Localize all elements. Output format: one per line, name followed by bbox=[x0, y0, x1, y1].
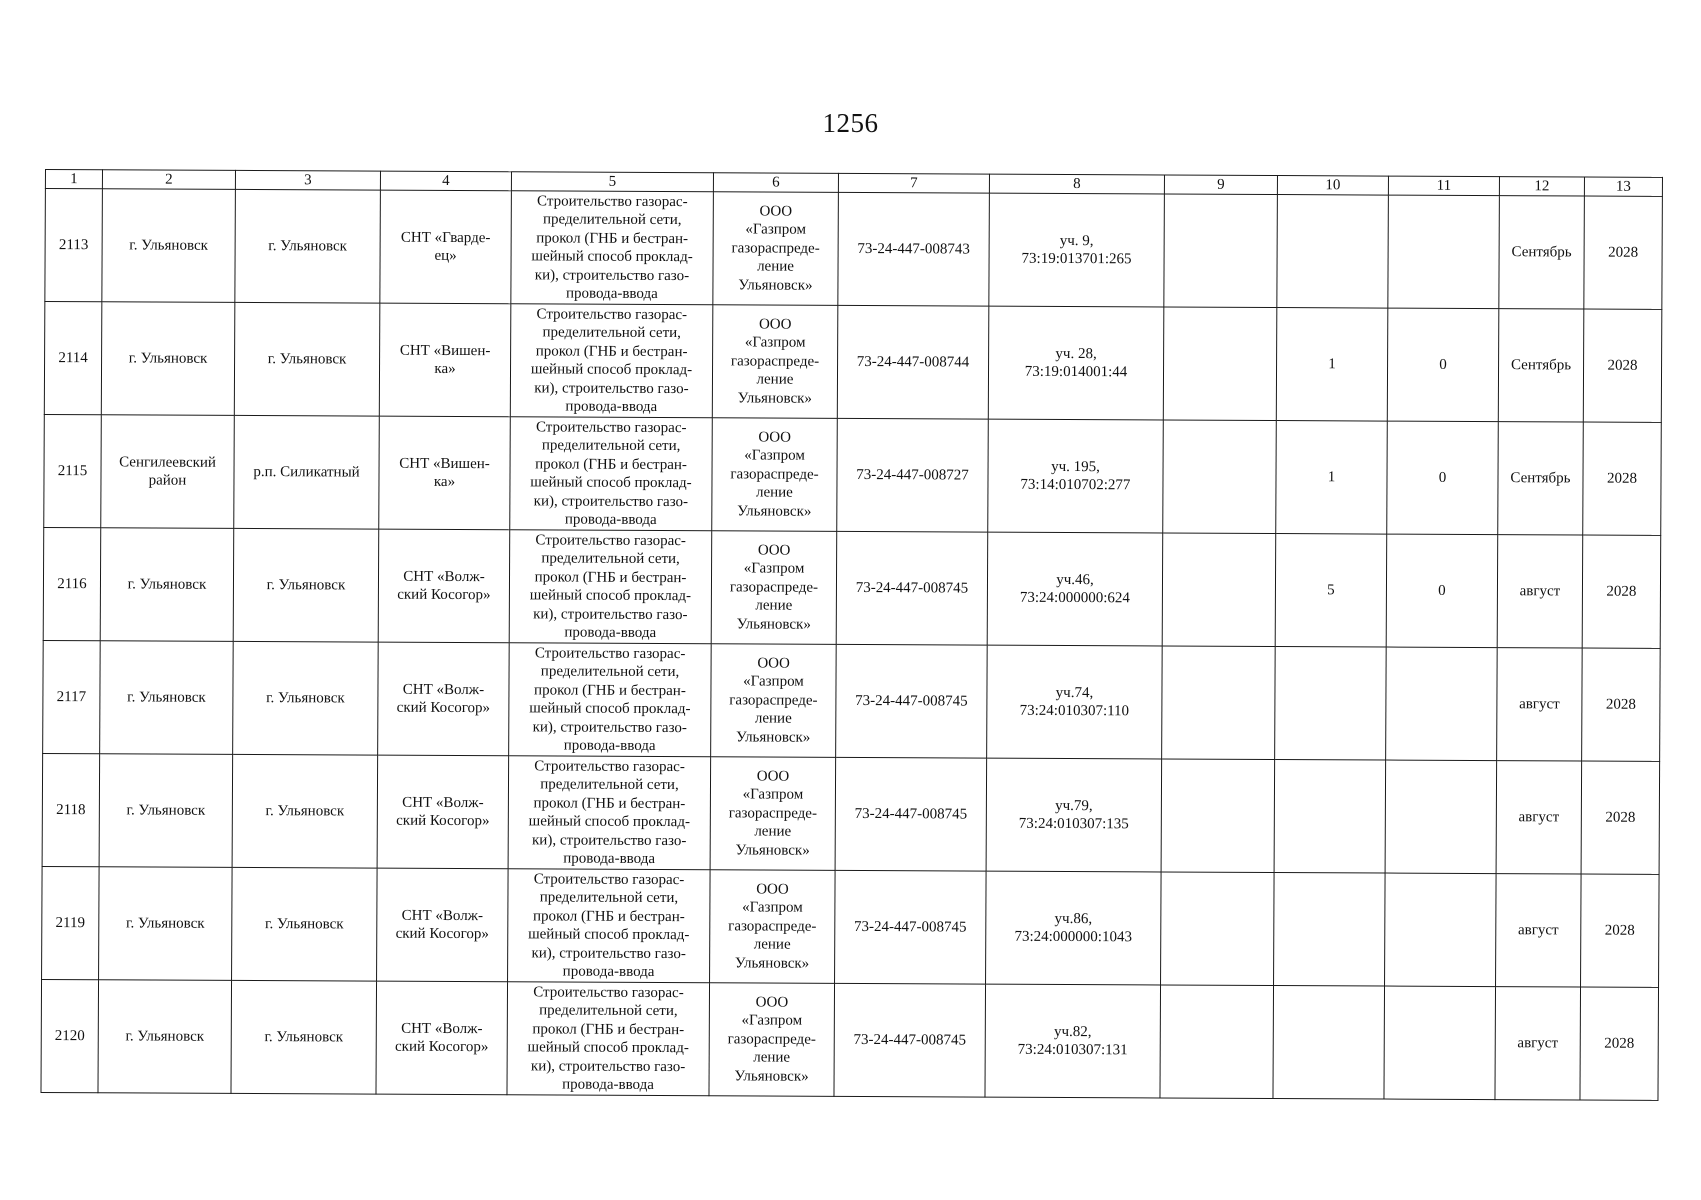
locality-cell: г. Ульяновск bbox=[233, 528, 379, 642]
year-cell: 2028 bbox=[1581, 874, 1660, 987]
work-description-cell-line: пределительной сети, bbox=[540, 663, 680, 681]
work-description-cell-line: ки), строительство газо- bbox=[532, 831, 687, 849]
work-description-cell-line: пределительной сети, bbox=[541, 550, 680, 568]
object-cell-line: СНТ «Волж- bbox=[401, 907, 484, 924]
column-10-cell bbox=[1274, 873, 1386, 987]
work-description-cell-line: пределительной сети, bbox=[539, 1002, 678, 1020]
column-header-13: 13 bbox=[1584, 177, 1662, 196]
code-cell: 73-24-447-008727 bbox=[837, 418, 989, 532]
row-number: 2117 bbox=[43, 640, 101, 753]
object-cell-line: СНТ «Волж- bbox=[402, 681, 485, 698]
work-description-cell-line: Строительство газорас- bbox=[535, 531, 686, 549]
organization-cell-line: Ульяновск» bbox=[735, 842, 810, 859]
work-description-cell bbox=[509, 530, 712, 644]
column-9-cell bbox=[1163, 307, 1277, 421]
work-description-cell-line: ки), строительство газо- bbox=[532, 718, 687, 736]
work-description-cell-line: провода-ввода bbox=[565, 285, 658, 302]
organization-cell-line: газораспреде- bbox=[730, 466, 819, 483]
plot-cell-line: уч. 28, bbox=[1055, 345, 1097, 362]
organization-cell-line: ООО bbox=[759, 203, 793, 220]
month-cell: август bbox=[1496, 874, 1582, 987]
plot-cell-line: уч.46, bbox=[1056, 571, 1094, 588]
year-cell: 2028 bbox=[1582, 648, 1661, 761]
work-description-cell bbox=[510, 304, 713, 418]
column-10-cell: 5 bbox=[1275, 534, 1387, 648]
district-cell: г. Ульяновск bbox=[102, 189, 236, 303]
column-11-cell bbox=[1388, 195, 1500, 309]
plot-cell bbox=[985, 984, 1161, 1098]
object-cell-line: СНТ «Вишен- bbox=[399, 342, 491, 359]
work-description-cell-line: провода-ввода bbox=[564, 624, 657, 641]
object-cell-line: ский Косогор» bbox=[395, 1038, 489, 1056]
organization-cell-line: «Газпром bbox=[745, 221, 807, 238]
organization-cell-line: ООО bbox=[756, 881, 789, 898]
column-header-4: 4 bbox=[380, 171, 511, 191]
object-cell-line: ка» bbox=[433, 473, 456, 491]
work-description-cell-line: ки), строительство газо- bbox=[533, 605, 688, 623]
column-header-2: 2 bbox=[102, 170, 235, 190]
column-9-cell bbox=[1163, 420, 1277, 534]
work-description-cell bbox=[511, 191, 714, 305]
table-row bbox=[42, 866, 1660, 987]
object-cell bbox=[380, 190, 512, 304]
object-cell bbox=[378, 642, 510, 756]
row-number: 2118 bbox=[42, 753, 100, 866]
work-description-cell-line: прокол (ГНБ и бестран- bbox=[534, 568, 687, 586]
organization-cell bbox=[713, 192, 839, 306]
year-cell: 2028 bbox=[1584, 196, 1663, 309]
plot-cell-line: 73:24:000000:1043 bbox=[1014, 928, 1133, 946]
object-cell-line: СНТ «Гварде- bbox=[400, 229, 491, 246]
plot-cell-line: 73:24:000000:624 bbox=[1019, 589, 1130, 607]
work-description-cell-line: шейный способ проклад- bbox=[529, 700, 691, 718]
plot-cell-line: уч.74, bbox=[1055, 684, 1094, 701]
work-description-cell-line: ки), строительство газо- bbox=[531, 944, 686, 962]
organization-cell-line: газораспреде- bbox=[729, 692, 818, 709]
work-description-cell-line: пределительной сети, bbox=[542, 211, 682, 229]
plot-cell bbox=[986, 758, 1162, 872]
district-cell-line: Сенгилеевский bbox=[119, 453, 217, 471]
organization-cell-line: Ульяновск» bbox=[737, 390, 812, 407]
work-description-cell bbox=[509, 643, 712, 757]
work-description-cell-line: провода-ввода bbox=[563, 737, 656, 754]
code-cell: 73-24-447-008745 bbox=[836, 644, 988, 758]
month-cell: август bbox=[1497, 535, 1583, 648]
column-9-cell bbox=[1161, 872, 1275, 986]
year-cell: 2028 bbox=[1583, 422, 1662, 535]
organization-cell-line: газораспреде- bbox=[728, 805, 818, 822]
column-10-cell bbox=[1277, 195, 1389, 309]
plot-cell-line: уч.79, bbox=[1055, 797, 1093, 814]
work-description-cell-line: прокол (ГНБ и бестран- bbox=[532, 1020, 685, 1038]
district-cell: г. Ульяновск bbox=[99, 754, 233, 868]
plot-cell bbox=[988, 419, 1164, 533]
organization-cell-line: ление bbox=[757, 258, 794, 275]
plot-cell bbox=[988, 306, 1164, 420]
table-row bbox=[41, 979, 1659, 1100]
plot-cell-line: 73:14:010702:277 bbox=[1020, 476, 1131, 494]
organization-cell-line: ление bbox=[755, 597, 793, 614]
organization-cell-line: газораспреде- bbox=[727, 1031, 816, 1048]
column-header-12: 12 bbox=[1499, 177, 1584, 196]
column-11-cell: 0 bbox=[1386, 534, 1498, 648]
object-cell bbox=[378, 529, 510, 643]
work-description-cell-line: ки), строительство газо- bbox=[534, 266, 690, 284]
work-description-cell bbox=[508, 756, 711, 870]
organization-cell-line: «Газпром bbox=[741, 1012, 803, 1029]
work-description-cell-line: Строительство газорас- bbox=[534, 757, 685, 775]
work-description-cell bbox=[507, 982, 710, 1096]
organization-cell-line: газораспреде- bbox=[731, 240, 820, 257]
month-cell: август bbox=[1496, 761, 1582, 874]
organization-cell-line: «Газпром bbox=[743, 673, 804, 690]
work-description-cell-line: пределительной сети, bbox=[540, 776, 679, 794]
district-cell: г. Ульяновск bbox=[99, 867, 233, 981]
organization-cell-line: газораспреде- bbox=[729, 579, 819, 596]
row-number: 2116 bbox=[43, 527, 101, 640]
code-cell: 73-24-447-008745 bbox=[834, 983, 986, 1097]
organization-cell-line: ООО bbox=[756, 768, 790, 785]
organization-cell-line: газораспреде- bbox=[728, 918, 817, 935]
plot-cell-line: уч.86, bbox=[1054, 910, 1093, 927]
table-row bbox=[43, 527, 1661, 648]
district-cell bbox=[101, 415, 235, 529]
organization-cell-line: «Газпром bbox=[744, 447, 805, 464]
locality-cell: г. Ульяновск bbox=[232, 867, 378, 981]
work-description-cell-line: Строительство газорас- bbox=[534, 644, 686, 662]
organization-cell bbox=[710, 757, 836, 871]
work-description-cell-line: пределительной сети, bbox=[542, 324, 681, 342]
organization-cell bbox=[710, 870, 836, 984]
organization-cell bbox=[712, 418, 838, 532]
work-description-cell-line: ки), строительство газо- bbox=[533, 492, 689, 510]
district-cell: г. Ульяновск bbox=[101, 302, 235, 416]
work-description-cell-line: шейный способ проклад- bbox=[530, 361, 693, 379]
object-cell-line: ский Косогор» bbox=[397, 586, 491, 604]
column-header-5: 5 bbox=[511, 172, 713, 192]
month-cell: август bbox=[1497, 648, 1583, 761]
work-description-cell-line: пределительной сети, bbox=[541, 437, 681, 455]
column-header-9: 9 bbox=[1164, 175, 1277, 195]
work-description-cell-line: шейный способ проклад- bbox=[528, 813, 691, 831]
object-cell bbox=[379, 303, 511, 417]
organization-cell-line: ление bbox=[753, 1049, 791, 1066]
plot-cell-line: уч. 195, bbox=[1051, 458, 1100, 475]
month-cell: август bbox=[1495, 987, 1581, 1100]
organization-cell bbox=[711, 644, 837, 758]
object-cell-line: СНТ «Волж- bbox=[403, 568, 485, 585]
table-body bbox=[41, 189, 1662, 1101]
district-cell: г. Ульяновск bbox=[98, 980, 232, 1094]
row-number: 2120 bbox=[41, 979, 99, 1092]
column-header-10: 10 bbox=[1277, 176, 1388, 196]
code-cell: 73-24-447-008744 bbox=[837, 305, 989, 419]
column-10-cell bbox=[1273, 986, 1385, 1100]
column-11-cell bbox=[1384, 986, 1496, 1100]
plot-cell-line: 73:19:014001:44 bbox=[1024, 363, 1128, 381]
month-cell: Сентябрь bbox=[1498, 309, 1584, 422]
organization-cell-line: Ульяновск» bbox=[735, 955, 810, 972]
organization-cell-line: ООО bbox=[758, 429, 791, 446]
object-cell-line: СНТ «Волж- bbox=[401, 1020, 483, 1037]
object-cell bbox=[377, 755, 509, 869]
object-cell-line: СНТ «Вишен- bbox=[399, 455, 490, 472]
column-10-cell bbox=[1275, 647, 1387, 761]
work-description-cell-line: провода-ввода bbox=[562, 963, 655, 980]
work-description-cell-line: Строительство газорас- bbox=[536, 305, 688, 323]
object-cell-line: ский Косогор» bbox=[396, 699, 491, 717]
work-description-cell-line: прокол (ГНБ и бестран- bbox=[532, 907, 685, 925]
organization-cell-line: ление bbox=[755, 484, 793, 501]
district-cell: г. Ульяновск bbox=[100, 641, 234, 755]
work-description-cell-line: прокол (ГНБ и бестран- bbox=[536, 229, 689, 247]
organization-cell-line: «Газпром bbox=[744, 334, 806, 351]
work-description-cell-line: Строительство газорас- bbox=[533, 870, 685, 888]
work-description-cell bbox=[510, 417, 713, 531]
organization-cell bbox=[711, 531, 837, 645]
row-number: 2113 bbox=[45, 189, 103, 302]
work-description-cell-line: прокол (ГНБ и бестран- bbox=[533, 794, 686, 812]
organization-cell bbox=[709, 983, 835, 1097]
column-header-11: 11 bbox=[1388, 176, 1499, 196]
work-description-cell-line: шейный способ проклад- bbox=[531, 248, 693, 266]
table-row bbox=[44, 414, 1662, 535]
organization-cell-line: Ульяновск» bbox=[736, 616, 811, 633]
work-description-cell-line: Строительство газорас- bbox=[537, 192, 688, 210]
table-row bbox=[44, 302, 1662, 423]
organization-cell-line: «Газпром bbox=[742, 786, 804, 803]
object-cell-line: ский Косогор» bbox=[395, 925, 489, 943]
work-description-cell-line: провода-ввода bbox=[562, 1076, 654, 1093]
code-cell: 73-24-447-008743 bbox=[838, 192, 990, 306]
column-9-cell bbox=[1164, 194, 1278, 308]
locality-cell: г. Ульяновск bbox=[231, 980, 377, 1094]
column-9-cell bbox=[1162, 533, 1276, 647]
work-description-cell-line: ки), строительство газо- bbox=[530, 1057, 686, 1075]
plot-cell-line: уч. 9, bbox=[1059, 232, 1094, 249]
row-number: 2114 bbox=[44, 302, 102, 415]
organization-cell-line: ление bbox=[754, 823, 792, 840]
district-cell-line: район bbox=[148, 472, 187, 489]
organization-cell-line: «Газпром bbox=[743, 560, 805, 577]
work-description-cell-line: прокол (ГНБ и бестран- bbox=[535, 342, 688, 360]
work-description-cell-line: провода-ввода bbox=[563, 850, 656, 867]
column-10-cell bbox=[1274, 760, 1386, 874]
column-header-1: 1 bbox=[45, 170, 102, 189]
organization-cell bbox=[712, 305, 838, 419]
organization-cell-line: ООО bbox=[757, 542, 791, 559]
plot-cell bbox=[989, 193, 1165, 307]
plot-cell-line: 73:24:010307:135 bbox=[1018, 815, 1129, 833]
plot-cell bbox=[987, 532, 1163, 646]
object-cell-line: ка» bbox=[434, 360, 456, 378]
year-cell: 2028 bbox=[1583, 309, 1662, 422]
district-cell: г. Ульяновск bbox=[100, 528, 234, 642]
column-header-6: 6 bbox=[713, 173, 838, 193]
work-description-cell-line: пределительной сети, bbox=[539, 889, 679, 907]
work-description-cell-line: ки), строительство газо- bbox=[534, 379, 689, 397]
work-description-cell-line: Строительство газорас- bbox=[535, 418, 687, 436]
column-11-cell bbox=[1386, 647, 1498, 761]
object-cell-line: СНТ «Волж- bbox=[402, 794, 484, 811]
work-description-cell-line: шейный способ проклад- bbox=[528, 926, 690, 944]
organization-cell-line: газораспреде- bbox=[730, 353, 820, 370]
locality-cell: г. Ульяновск bbox=[233, 641, 379, 755]
column-10-cell: 1 bbox=[1276, 308, 1388, 422]
code-cell: 73-24-447-008745 bbox=[836, 531, 988, 645]
object-cell bbox=[377, 868, 509, 982]
locality-cell: г. Ульяновск bbox=[235, 189, 381, 303]
column-header-3: 3 bbox=[235, 170, 380, 190]
column-9-cell bbox=[1162, 646, 1276, 760]
year-cell: 2028 bbox=[1581, 761, 1660, 874]
work-description-cell-line: провода-ввода bbox=[565, 398, 658, 415]
register-table bbox=[40, 169, 1662, 1101]
plot-cell-line: уч.82, bbox=[1053, 1023, 1092, 1040]
column-9-cell bbox=[1161, 759, 1275, 873]
organization-cell-line: Ульяновск» bbox=[738, 277, 813, 294]
month-cell: Сентябрь bbox=[1499, 196, 1585, 309]
plot-cell bbox=[986, 871, 1162, 985]
work-description-cell-line: прокол (ГНБ и бестран- bbox=[534, 681, 686, 699]
locality-cell: г. Ульяновск bbox=[232, 754, 378, 868]
table-row bbox=[42, 753, 1660, 874]
table-row bbox=[45, 189, 1663, 310]
column-11-cell: 0 bbox=[1387, 308, 1499, 422]
year-cell: 2028 bbox=[1582, 535, 1661, 648]
work-description-cell-line: прокол (ГНБ и бестран- bbox=[535, 455, 687, 473]
column-11-cell bbox=[1385, 760, 1497, 874]
month-cell: Сентябрь bbox=[1498, 422, 1584, 535]
work-description-cell bbox=[508, 869, 711, 983]
plot-cell-line: 73:24:010307:110 bbox=[1019, 702, 1130, 720]
plot-cell-line: 73:24:010307:131 bbox=[1017, 1041, 1128, 1059]
object-cell bbox=[379, 416, 511, 530]
organization-cell-line: ление bbox=[754, 710, 792, 727]
work-description-cell-line: шейный способ проклад- bbox=[530, 474, 692, 492]
organization-cell-line: «Газпром bbox=[742, 899, 803, 916]
organization-cell-line: Ульяновск» bbox=[736, 729, 811, 746]
column-header-7: 7 bbox=[838, 173, 989, 193]
organization-cell-line: Ульяновск» bbox=[734, 1068, 809, 1085]
column-10-cell: 1 bbox=[1276, 421, 1388, 535]
year-cell: 2028 bbox=[1580, 987, 1659, 1100]
column-11-cell: 0 bbox=[1387, 421, 1499, 535]
code-cell: 73-24-447-008745 bbox=[835, 870, 987, 984]
object-cell-line: ский Косогор» bbox=[396, 812, 490, 830]
column-header-8: 8 bbox=[989, 174, 1164, 194]
organization-cell-line: ООО bbox=[757, 655, 790, 672]
object-cell-line: ец» bbox=[434, 247, 457, 265]
work-description-cell-line: шейный способ проклад- bbox=[527, 1039, 689, 1057]
locality-cell: г. Ульяновск bbox=[234, 302, 380, 416]
row-number: 2119 bbox=[42, 866, 100, 979]
organization-cell-line: ление bbox=[753, 936, 791, 953]
organization-cell-line: ООО bbox=[755, 994, 789, 1011]
column-11-cell bbox=[1385, 873, 1497, 987]
row-number: 2115 bbox=[44, 414, 102, 527]
table-row bbox=[43, 640, 1661, 761]
plot-cell-line: 73:19:013701:265 bbox=[1021, 250, 1132, 268]
code-cell: 73-24-447-008745 bbox=[835, 757, 987, 871]
page-number: 1256 bbox=[822, 108, 879, 138]
organization-cell-line: ление bbox=[756, 371, 794, 388]
organization-cell-line: Ульяновск» bbox=[737, 503, 812, 520]
work-description-cell-line: шейный способ проклад- bbox=[529, 587, 692, 605]
locality-cell: р.п. Силикатный bbox=[234, 415, 380, 529]
organization-cell-line: ООО bbox=[758, 316, 792, 333]
plot-cell bbox=[987, 645, 1163, 759]
column-9-cell bbox=[1160, 985, 1274, 1099]
object-cell bbox=[376, 981, 508, 1095]
work-description-cell-line: Строительство газорас- bbox=[533, 983, 684, 1001]
work-description-cell-line: провода-ввода bbox=[564, 511, 657, 528]
